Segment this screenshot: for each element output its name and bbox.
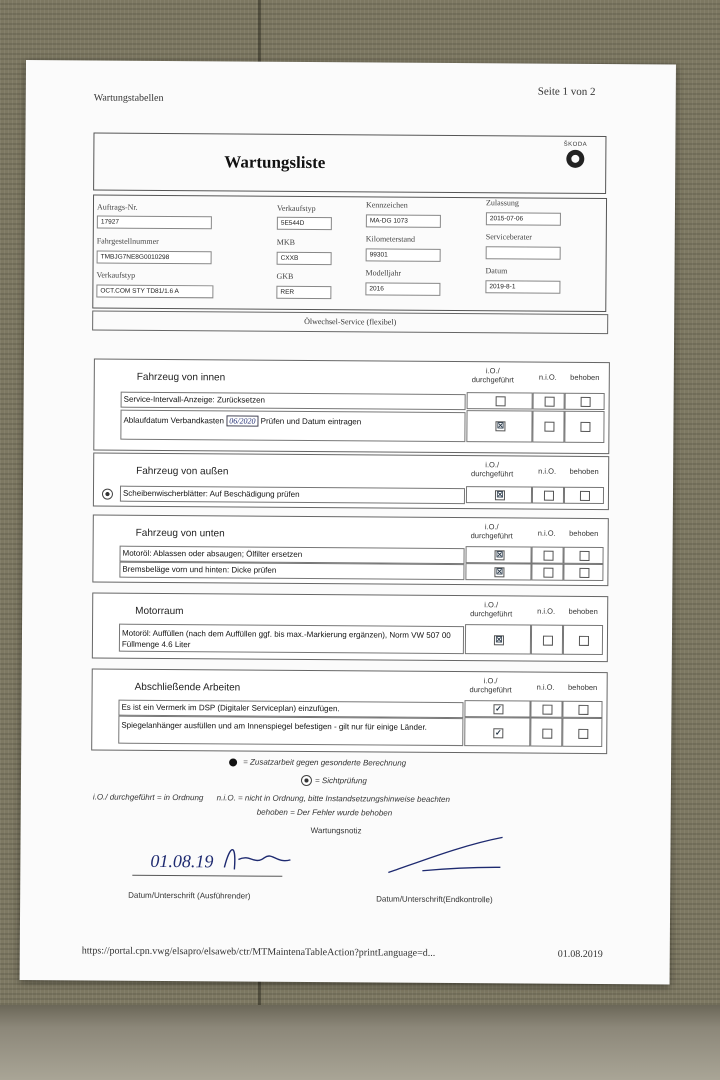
wartungsnotiz-label: Wartungsnotiz	[310, 826, 362, 836]
col-behoben: behoben	[568, 606, 598, 617]
nio-cell	[533, 393, 565, 410]
nio-checkbox[interactable]	[542, 729, 552, 739]
legend-sicht: = Sichtprüfung	[314, 776, 367, 786]
io-cell	[466, 410, 532, 442]
footer-url: https://portal.cpn.vwg/elsapro/elsaweb/ctr/MTMaintenaTableAction?printLanguage=d...	[81, 945, 436, 959]
kilometerstand-value: 99301	[366, 248, 441, 262]
task-row: Spiegelanhänger ausfüllen und am Innenspiegel befestigen - gilt nur für einige Länder.	[118, 716, 463, 746]
datum-label: Datum	[485, 266, 508, 276]
col-nio: n.i.O.	[538, 466, 557, 476]
handwritten-date: 01.08.19	[150, 850, 214, 872]
nio-checkbox[interactable]	[542, 705, 552, 715]
nio-checkbox[interactable]	[544, 491, 554, 501]
io-cell	[464, 717, 530, 746]
task-row: Es ist ein Vermerk im DSP (Digitaler Serviceplan) einzufügen.	[118, 700, 463, 718]
signature-line-left	[132, 875, 282, 877]
behoben-checkbox[interactable]	[580, 551, 590, 561]
auftrags-nr-value: 17927	[97, 215, 212, 229]
io-checkbox[interactable]	[496, 396, 506, 406]
nio-cell	[532, 487, 564, 504]
signature-left	[220, 839, 300, 876]
nio-checkbox[interactable]	[545, 397, 555, 407]
zusatz-dot-icon	[229, 758, 237, 766]
service-type: Ölwechsel-Service (flexibel)	[92, 310, 608, 334]
section-title: Abschließende Arbeiten	[134, 681, 241, 694]
col-behoben: behoben	[569, 528, 599, 539]
behoben-cell	[562, 701, 602, 718]
col-behoben: behoben	[567, 682, 598, 693]
behoben-cell	[563, 547, 603, 564]
nio-cell	[531, 564, 563, 581]
io-cell	[466, 486, 532, 503]
col-nio: n.i.O.	[537, 528, 556, 538]
auftrags-nr-label: Auftrags-Nr.	[96, 202, 138, 212]
skoda-logo	[555, 142, 595, 168]
col-io: i.O./ durchgeführt	[470, 600, 513, 619]
verkaufstyp-value: 5E544D	[277, 217, 332, 230]
col-nio: n.i.O.	[537, 606, 556, 616]
vehicle-info	[92, 194, 607, 312]
col-io: i.O./ durchgeführt	[471, 366, 514, 385]
verkaufstyp-label: Verkaufstyp	[276, 203, 316, 214]
task-text-cont: Prüfen und Datum eintragen	[258, 416, 362, 427]
zulassung-value: 2015-07-06	[486, 212, 561, 226]
section-title: Fahrzeug von außen	[136, 465, 229, 478]
kennzeichen-label: Kennzeichen	[365, 200, 408, 210]
legend-behoben: behoben = Der Fehler wurde behoben	[256, 807, 393, 818]
behoben-checkbox[interactable]	[579, 636, 589, 646]
nio-cell	[532, 411, 564, 443]
section-title: Fahrzeug von innen	[136, 371, 226, 384]
sichtpruefung-icon	[301, 775, 312, 786]
serviceberater-value	[486, 246, 561, 260]
col-behoben: behoben	[569, 466, 599, 477]
nio-cell	[531, 547, 563, 564]
section-unten	[92, 514, 608, 586]
title-box	[93, 132, 606, 194]
col-behoben: behoben	[570, 372, 600, 383]
behoben-cell	[564, 411, 604, 443]
datum-value: 2019-8-1	[485, 280, 560, 294]
fahrgestell-label: Fahrgestellnummer	[96, 236, 159, 246]
col-nio: n.i.O.	[538, 372, 557, 382]
page-title: Wartungsliste	[224, 152, 326, 173]
modelljahr-label: Modelljahr	[365, 268, 402, 278]
nio-checkbox[interactable]	[543, 568, 553, 578]
gkb-value: RER	[276, 286, 331, 299]
verkaufstyp2-value: OCT.COM STY TD81/1.6 A	[96, 284, 213, 298]
zulassung-label: Zulassung	[485, 198, 519, 208]
signature-right	[382, 833, 512, 884]
task-row: Scheibenwischerblätter: Auf Beschädigung prüfen	[120, 486, 465, 504]
behoben-checkbox[interactable]	[578, 705, 588, 715]
header-left: Wartungstabellen	[93, 92, 164, 104]
behoben-checkbox[interactable]	[580, 491, 590, 501]
behoben-cell	[564, 487, 604, 504]
section-title: Fahrzeug von unten	[135, 527, 225, 540]
behoben-cell	[563, 564, 603, 581]
section-title: Motorraum	[135, 605, 184, 618]
kennzeichen-value: MA-DG 1073	[366, 214, 441, 228]
gkb-label: GKB	[276, 271, 294, 281]
verkaufstyp2-label: Verkaufstyp	[96, 270, 136, 280]
nio-cell	[530, 718, 562, 747]
behoben-cell	[565, 393, 605, 410]
task-text: Ablaufdatum Verbandkasten	[123, 415, 225, 426]
col-io: i.O./ durchgeführt	[470, 522, 513, 541]
signature-label-left: Datum/Unterschrift (Ausführender)	[128, 890, 251, 901]
skoda-logo-icon	[566, 150, 584, 168]
section-abschluss	[91, 668, 608, 754]
sichtpruefung-icon	[102, 489, 113, 500]
behoben-cell	[562, 718, 602, 747]
task-row: Motoröl: Ablassen oder absaugen; Ölfilter ersetzen	[120, 546, 465, 564]
mkb-value: CXXB	[277, 252, 332, 265]
behoben-checkbox[interactable]	[581, 397, 591, 407]
brand-name: ŠKODA	[563, 141, 588, 148]
modelljahr-value: 2016	[365, 282, 440, 296]
nio-checkbox[interactable]	[543, 636, 553, 646]
section-aussen	[93, 452, 609, 510]
section-innen	[93, 358, 610, 454]
io-cell	[465, 546, 531, 563]
behoben-cell	[563, 625, 603, 655]
signature-label-right: Datum/Unterschrift(Endkontrolle)	[376, 894, 493, 905]
maintenance-sheet	[20, 60, 676, 985]
section-motorraum	[92, 592, 608, 662]
handwritten-date: 06/2020	[226, 415, 258, 426]
legend-io: i.O./ durchgeführt = in Ordnung n.i.O. = nicht in Ordnung, bitte Instandsetzungshinweise beachten	[92, 792, 450, 804]
io-cell	[465, 563, 531, 580]
page-number: Seite 1 von 2	[537, 85, 596, 98]
io-checkbox[interactable]: ✓	[494, 728, 502, 738]
behoben-checkbox[interactable]	[579, 568, 589, 578]
footer-date: 01.08.2019	[557, 948, 603, 961]
io-checkbox[interactable]: ☒	[495, 567, 504, 577]
io-checkbox[interactable]: ☒	[495, 550, 504, 560]
behoben-checkbox[interactable]	[578, 729, 588, 739]
nio-checkbox[interactable]	[544, 551, 554, 561]
task-row: Motoröl: Auffüllen (nach dem Auffüllen ggf. bis max.-Markierung ergänzen), Norm VW 507 00 Füllmenge 4.6 Liter	[119, 624, 464, 654]
task-row	[120, 410, 465, 442]
legend-zusatz: = Zusatzarbeit gegen gesonderte Berechnung	[243, 757, 407, 768]
io-cell	[464, 700, 530, 717]
col-nio: n.i.O.	[536, 682, 555, 692]
serviceberater-label: Serviceberater	[485, 232, 533, 242]
io-checkbox[interactable]: ✓	[495, 704, 502, 714]
col-io: i.O./ durchgeführt	[471, 460, 514, 479]
task-row: Service-Intervall-Anzeige: Zurücksetzen	[121, 392, 466, 410]
fahrgestell-value: TMBJG7NE8G0010298	[97, 250, 212, 264]
kilometerstand-label: Kilometerstand	[365, 234, 416, 244]
io-checkbox[interactable]: ☒	[496, 421, 505, 431]
task-row: Bremsbeläge vorn und hinten: Dicke prüfen	[119, 562, 464, 580]
io-checkbox[interactable]: ☒	[496, 490, 504, 500]
mkb-label: MKB	[276, 237, 295, 247]
nio-checkbox[interactable]	[544, 422, 554, 432]
io-checkbox[interactable]: ☒	[495, 635, 503, 645]
nio-cell	[530, 701, 562, 718]
behoben-checkbox[interactable]	[580, 422, 590, 432]
seat-cushion	[0, 1005, 720, 1080]
nio-cell	[531, 625, 563, 655]
io-cell	[465, 624, 531, 654]
col-io: i.O./ durchgeführt	[469, 676, 512, 695]
io-cell	[467, 392, 533, 409]
